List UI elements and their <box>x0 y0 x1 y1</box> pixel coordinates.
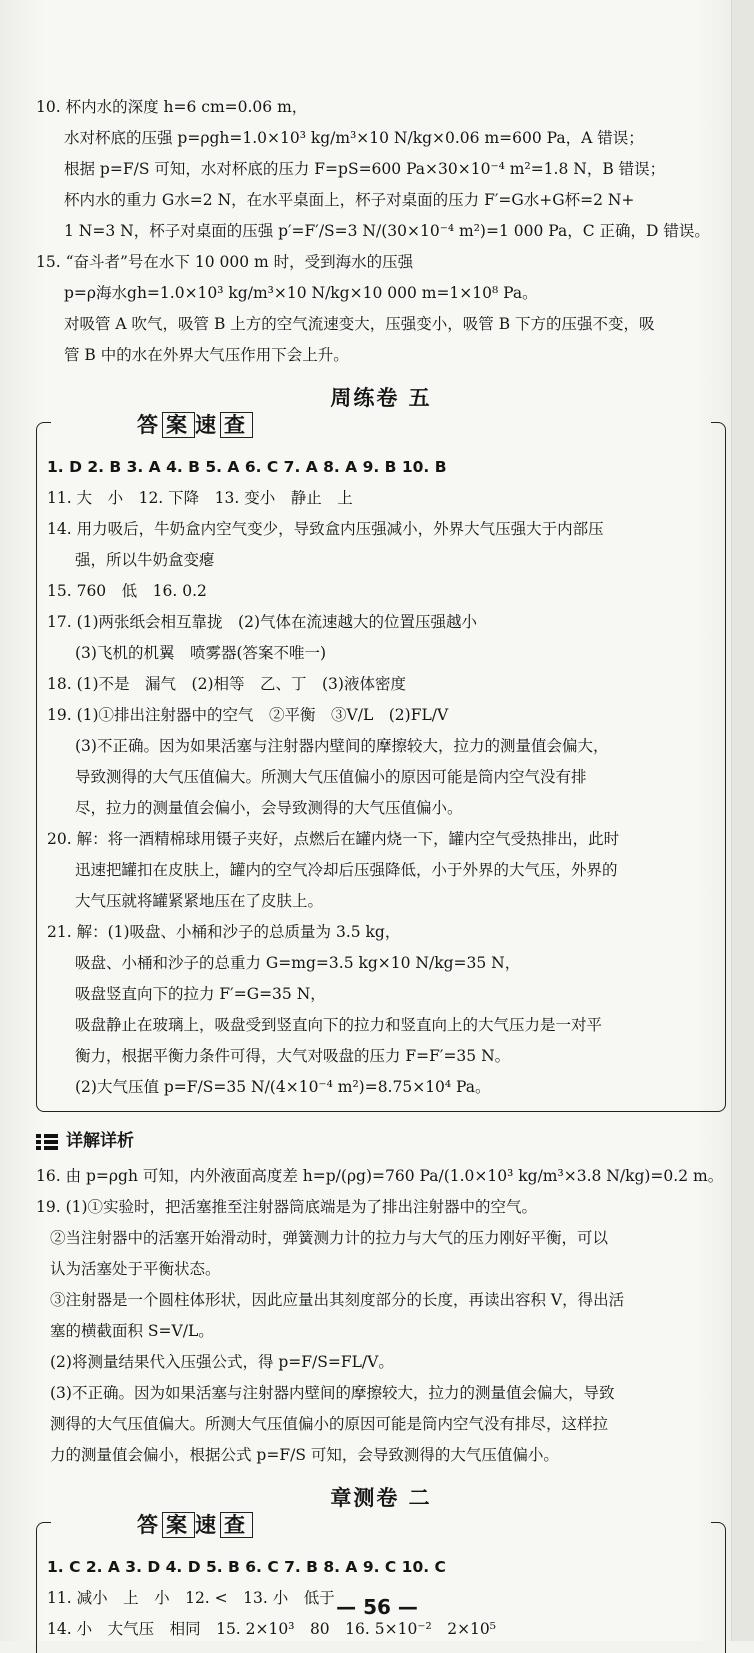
answer-line: 1 N=3 N，杯子对桌面的压强 p′=F′/S=3 N/(30×10⁻⁴ m²)=1 000 Pa，C 正确，D 错误。 <box>64 222 710 240</box>
answer-line: (3)不正确。因为如果活塞与注射器内壁间的摩擦较大，拉力的测量值会偏大， <box>75 737 609 755</box>
detail-line: (2)将测量结果代入压强公式，得 p=F/S=FL/V。 <box>50 1353 394 1371</box>
answer-summary-box <box>36 413 726 1112</box>
page-number: — 56 — <box>336 1595 418 1619</box>
detail-line: 塞的横截面积 S=V/L。 <box>50 1322 214 1340</box>
list-icon <box>36 1133 58 1151</box>
answer-line: 大气压就将罐紧紧地压在了皮肤上。 <box>75 892 324 910</box>
detail-line: 认为活塞处于平衡状态。 <box>50 1260 221 1278</box>
answer-line: p=ρ海水gh=1.0×10³ kg/m³×10 N/kg×10 000 m=1×10⁸ Pa。 <box>64 284 538 302</box>
answer-line: 对吸管 A 吹气，吸管 B 上方的空气流速变大，压强变小，吸管 B 下方的压强不变，吸 <box>64 315 655 333</box>
answer-line: (2)大气压值 p=F/S=35 N/(4×10⁻⁴ m²)=8.75×10⁴ Pa。 <box>75 1078 491 1096</box>
answer-line: (3)飞机的机翼 喷雾器(答案不唯一) <box>75 644 327 662</box>
answer-line: 20. 解：将一酒精棉球用镊子夹好，点燃后在罐内烧一下，罐内空气受热排出，此时 <box>47 830 620 848</box>
answer-line: 吸盘、小桶和沙子的总重力 G=mg=3.5 kg×10 N/kg=35 N， <box>75 954 521 972</box>
answer-line: 19. (1)①排出注射器中的空气 ②平衡 ③V/L (2)FL/V <box>47 706 449 724</box>
answer-line: 1. D 2. B 3. A 4. B 5. A 6. C 7. A 8. A 9. B 10. B <box>47 458 447 476</box>
answer-line: 迅速把罐扣在皮肤上，罐内的空气冷却后压强降低，小于外界的大气压，外界的 <box>75 861 618 879</box>
answer-line: 18. (1)不是 漏气 (2)相等 乙、丁 (3)液体密度 <box>47 675 406 693</box>
section-title: 周练卷 五 <box>330 386 432 410</box>
answer-line: 17. (1)两张纸会相互靠拢 (2)气体在流速越大的位置压强越小 <box>47 613 477 631</box>
detail-line: ③注射器是一个圆柱体形状，因此应量出其刻度部分的长度，再读出容积 V，得出活 <box>50 1291 625 1309</box>
section-title: 章测卷 二 <box>330 1486 432 1510</box>
answer-line: 1. C 2. A 3. D 4. D 5. B 6. C 7. B 8. A 9. C 10. C <box>47 1558 446 1576</box>
adjacent-page-edge <box>731 0 754 1641</box>
answer-line: 14. 用力吸后，牛奶盒内空气变少，导致盒内压强减小，外界大气压强大于内部压 <box>47 520 604 538</box>
answer-line: 15. “奋斗者”号在水下 10 000 m 时，受到海水的压强 <box>36 253 414 271</box>
detail-line: 测得的大气压值偏大。所测大气压值偏小的原因可能是筒内空气没有排尽，这样拉 <box>50 1415 609 1433</box>
answer-line: 水对杯底的压强 p=ρgh=1.0×10³ kg/m³×10 N/kg×0.06 m=600 Pa，A 错误； <box>64 129 644 147</box>
answer-summary-tab: 答 案 速 查 <box>129 1510 261 1541</box>
detail-line: 16. 由 p=ρgh 可知，内外液面高度差 h=p/(ρg)=760 Pa/(1.0×10³ kg/m³×3.8 N/kg)=0.2 m。 <box>36 1167 724 1185</box>
answer-line: 吸盘静止在玻璃上，吸盘受到竖直向下的拉力和竖直向上的大气压力是一对平 <box>75 1016 603 1034</box>
answer-line: 导致测得的大气压值偏大。所测大气压值偏小的原因可能是筒内空气没有排 <box>75 768 587 786</box>
answer-line: 杯内水的重力 G水=2 N，在水平桌面上，杯子对桌面的压力 F′=G水+G杯=2 N+ <box>64 191 635 209</box>
answer-line: 21. 解：(1)吸盘、小桶和沙子的总质量为 3.5 kg， <box>47 923 401 941</box>
answer-line: 强，所以牛奶盒变瘪 <box>75 551 215 569</box>
detail-line: (3)不正确。因为如果活塞与注射器内壁间的摩擦较大，拉力的测量值会偏大，导致 <box>50 1384 615 1402</box>
answer-summary-tab: 答 案 速 查 <box>129 410 261 441</box>
answer-line: 11. 大 小 12. 下降 13. 变小 静止 上 <box>47 489 353 507</box>
detail-heading: 详解详析 <box>36 1126 726 1157</box>
answer-line: 11. 减小 上 小 12. < 13. 小 低于 <box>47 1589 335 1607</box>
answer-line: 衡力，根据平衡力条件可得，大气对吸盘的压力 F=F′=35 N。 <box>75 1047 511 1065</box>
answer-line: 根据 p=F/S 可知，水对杯底的压力 F=pS=600 Pa×30×10⁻⁴ m²=1.8 N，B 错误； <box>64 160 666 178</box>
detail-line: 19. (1)①实验时，把活塞推至注射器筒底端是为了排出注射器中的空气。 <box>36 1198 538 1216</box>
answer-line: 10. 杯内水的深度 h=6 cm=0.06 m， <box>36 98 308 116</box>
answer-line: 15. 760 低 16. 0.2 <box>47 582 207 600</box>
answer-line: 吸盘竖直向下的拉力 F′=G=35 N， <box>75 985 326 1003</box>
answer-line: 14. 小 大气压 相同 15. 2×10³ 80 16. 5×10⁻² 2×10⁵ <box>47 1620 496 1638</box>
answer-line: 管 B 中的水在外界大气压作用下会上升。 <box>64 346 349 364</box>
detail-line: ②当注射器中的活塞开始滑动时，弹簧测力计的拉力与大气的压力刚好平衡，可以 <box>50 1229 609 1247</box>
answer-summary-box <box>36 1513 726 1653</box>
page-content <box>36 92 726 1653</box>
answer-line: 尽，拉力的测量值会偏小，会导致测得的大气压值偏小。 <box>75 799 463 817</box>
detail-line: 力的测量值会偏小，根据公式 p=F/S 可知，会导致测得的大气压值偏小。 <box>50 1446 559 1464</box>
